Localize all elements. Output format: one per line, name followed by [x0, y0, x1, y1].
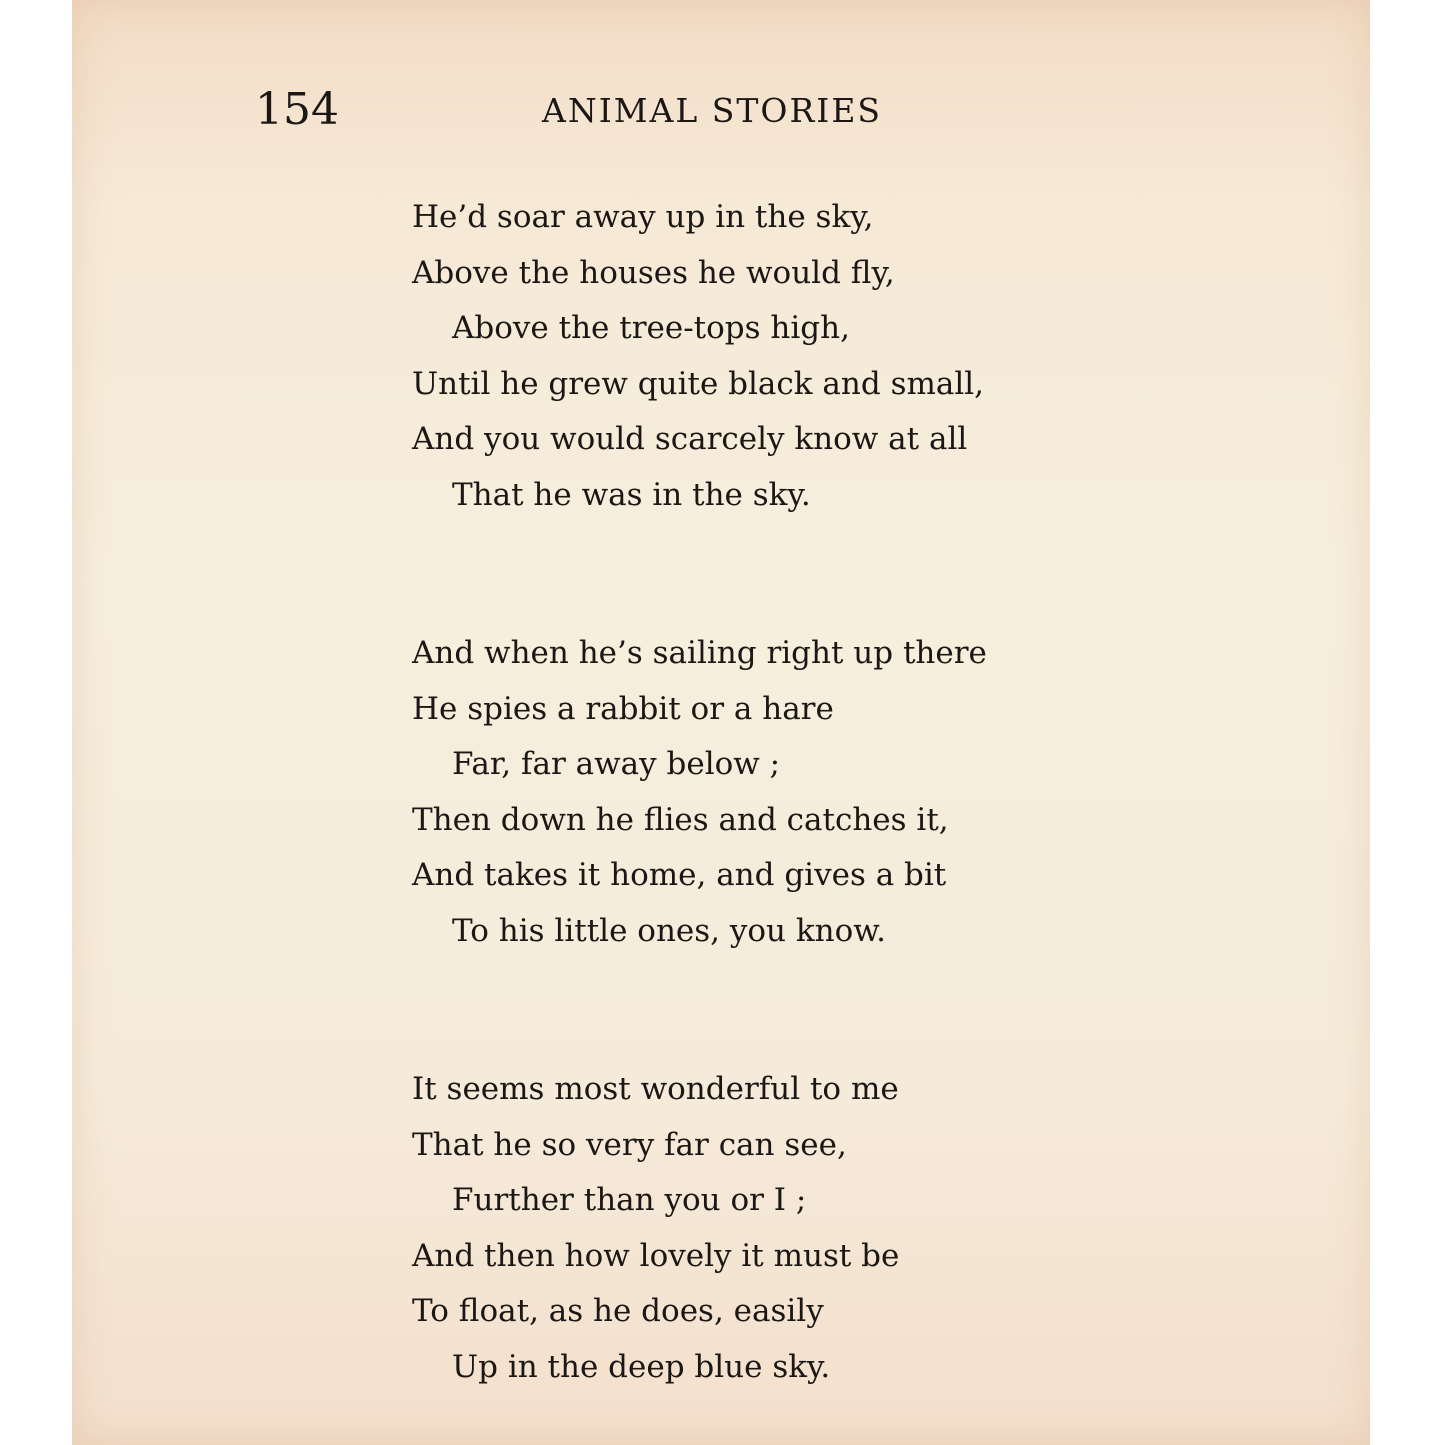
poem-line: To float, as he does, easily: [412, 1293, 824, 1329]
poem-line: Above the houses he would fly,: [412, 254, 895, 291]
poem-line: Then down he flies and catches it,: [412, 801, 949, 838]
stanza: [412, 1062, 1052, 1395]
running-head: ANIMAL STORIES: [542, 91, 883, 130]
poem-line: And then how lovely it must be: [412, 1237, 900, 1274]
poem-line: And when he’s sailing right up there: [412, 635, 987, 671]
poem-line: That he was in the sky.: [452, 476, 811, 513]
book-page: [72, 0, 1370, 1445]
poem-line: And you would scarcely know at all: [412, 421, 968, 457]
poem-line: Above the tree-tops high,: [452, 310, 850, 346]
stanza: [412, 626, 1052, 959]
stanza: [412, 190, 1052, 523]
poem-line: He’d soar away up in the sky,: [412, 199, 874, 235]
poem-line: Further than you or I ;: [452, 1182, 807, 1218]
poem-line: To his little ones, you know.: [452, 912, 886, 949]
poem-line: And takes it home, and gives a bit: [412, 857, 947, 893]
poem-line: That he so very far can see,: [412, 1126, 847, 1163]
poem-line: Far, far away below ;: [452, 746, 781, 782]
poem-line: It seems most wonderful to me: [412, 1071, 899, 1107]
page-number: 154: [255, 84, 339, 135]
poem-line: He spies a rabbit or a hare: [412, 690, 834, 727]
poem-line: Up in the deep blue sky.: [452, 1348, 831, 1385]
poem-line: Until he grew quite black and small,: [412, 365, 985, 402]
